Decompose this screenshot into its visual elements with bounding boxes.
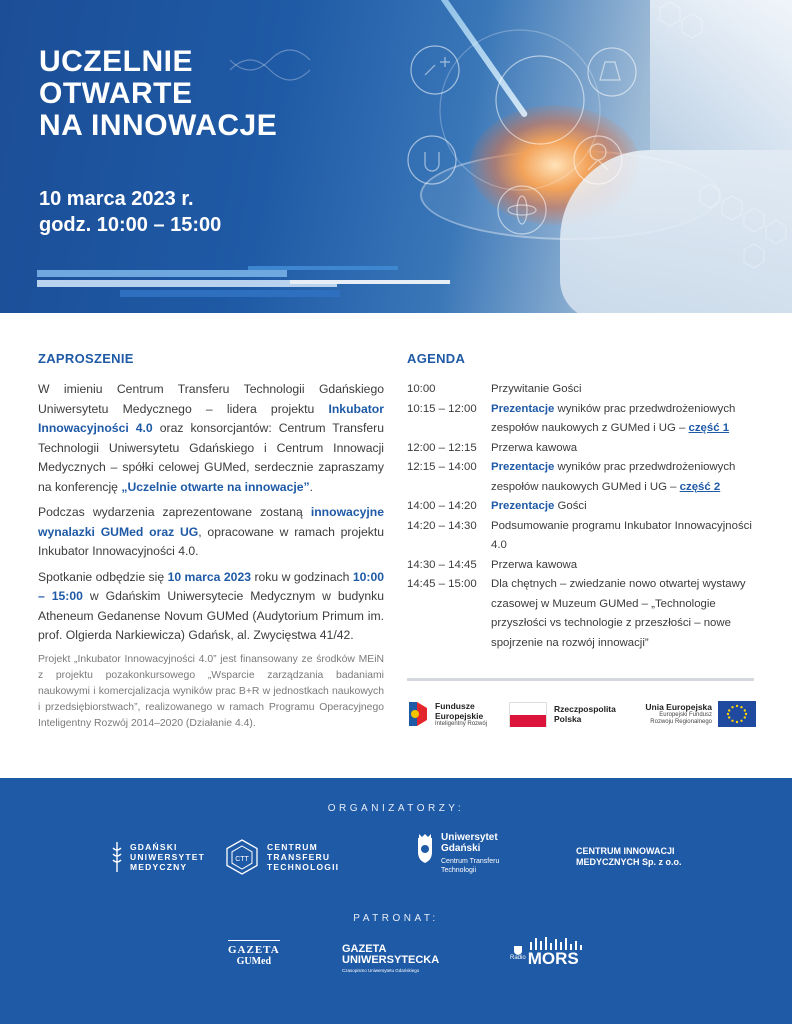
radio-mors-logo — [510, 936, 586, 967]
ctt-line: TECHNOLOGII — [267, 862, 340, 872]
organizers-label: ORGANIZATORZY: — [327, 803, 465, 814]
gazeta-gumed-subtitle: GUMed — [236, 956, 272, 967]
gazeta-uni-subtitle: Czasopismo Uniwersytetu Gdańskiego — [342, 968, 420, 973]
stripe — [248, 266, 398, 270]
stripe — [290, 280, 450, 284]
gazeta-uni-title: GAZETA UNIWERSYTECKA — [342, 943, 440, 966]
ug-crest-icon — [415, 832, 435, 866]
agenda-item: 12:00 – 12:15 Przerwa kawowa — [407, 441, 578, 454]
ug-subtitle: Technologii — [441, 866, 477, 874]
cim-logo — [576, 846, 682, 868]
ug-title: Uniwersytet — [441, 832, 498, 843]
ug-logo — [415, 832, 499, 875]
invitation-heading: ZAPROSZENIE — [38, 351, 134, 366]
gazeta-uniwersytecka-logo — [342, 944, 450, 973]
funding-note: Projekt „Inkubator Innowacyjności 4.0” jest finansowany ze środków MEiN z projektu pozakonkursowego „Wsparcie zarządzania badaniami naukowymi i komercjalizacja wyników prac B+R w jednostkach naukowych i przedsiębiorstwach”, realizowanego w ramach Programu Operacyjnego Inteligentny Rozwój 2014–2020 (Działanie 4.4). — [38, 653, 384, 729]
cim-line: MEDYCZNYCH Sp. z o.o. — [576, 857, 682, 867]
event-title: UCZELNIE OTWARTE NA INNOWACJE — [39, 45, 278, 142]
rzeczpospolita-logo — [509, 697, 624, 731]
agenda-item: 10:00 Przywitanie Gości — [407, 383, 582, 395]
footer — [0, 778, 792, 1024]
fe-mark-icon — [407, 699, 429, 729]
ctt-hexagon-icon — [223, 838, 261, 876]
gum-line: MEDYCZNY — [130, 862, 188, 872]
svg-text:CTT: CTT — [235, 856, 249, 863]
gazeta-gumed-title: GAZETA — [228, 940, 280, 956]
agenda-item: 14:00 – 14:20 Prezentacje Gości — [407, 500, 587, 512]
hero-banner — [0, 0, 792, 313]
stripe — [37, 270, 287, 277]
rp-label: Rzeczpospolita Polska — [554, 704, 616, 724]
fundusze-europejskie-logo — [407, 697, 497, 731]
patronage-label: PATRONAT: — [353, 913, 439, 924]
event-date-time — [39, 186, 221, 238]
ug-title: Gdański — [441, 843, 481, 854]
ue-subtitle: Europejski Fundusz Rozwoju Regionalnego — [650, 712, 712, 725]
invitation-text — [38, 380, 384, 738]
invitation-paragraph: W imieniu Centrum Transferu Technologii Gdańskiego Uniwersytetu Medycznego – lidera projektu Inkubator Innowacyjności 4.0 oraz konsorcjantów: Centrum Transferu Technologii Uniwersytetu Gdańskiego i Centrum Innowacji Medycznych – spółki celowej GUMed, serdecznie zapraszamy na konferencję „Uczelnie otwarte na innowacje”. — [38, 382, 384, 494]
agenda-item: 10:15 – 12:00 Prezentacje wyników prac przedwdrożeniowych zespołów naukowych z GUMed i UG – część 1 — [407, 402, 736, 434]
caduceus-icon — [110, 840, 124, 874]
gum-line: UNIWERSYTET — [130, 852, 206, 862]
fe-subtitle: Inteligentny Rozwój — [435, 720, 488, 727]
agenda-item: 14:20 – 14:30 Podsumowanie programu Inkubator Innowacyjności 4.0 — [407, 519, 752, 551]
invitation-paragraph: Podczas wydarzenia zaprezentowane zostaną innowacyjne wynalazki GUMed oraz UG, opracowane w ramach projektu Inkubator Innowacyjności 4.0. — [38, 505, 384, 558]
eu-flag-icon — [718, 701, 756, 727]
gumed-logo — [110, 840, 205, 874]
ue-title: Unia Europejska — [645, 702, 712, 712]
unia-europejska-logo — [642, 697, 756, 731]
ctt-line: CENTRUM — [267, 842, 318, 852]
ug-crest-small-icon — [513, 943, 523, 955]
agenda-heading: AGENDA — [407, 351, 466, 366]
agenda-item: 14:30 – 14:45 Przerwa kawowa — [407, 558, 578, 571]
event-time: godz. 10:00 – 15:00 — [39, 214, 222, 236]
agenda-item: 14:45 – 15:00 Dla chętnych – zwiedzanie nowo otwartej wystawy czasowej w Muzeum GUMed – „Technologie przyszłości vs technologie z przeszłości – nowe spojrzenie na rozwój innowacji” — [407, 578, 746, 649]
ug-subtitle: Centrum Transferu — [441, 858, 500, 865]
gum-line: GDAŃSKI — [130, 842, 178, 852]
agenda-list — [407, 380, 757, 653]
radio-label: Radio — [510, 954, 526, 961]
fe-title: Fundusze Europejskie — [435, 700, 484, 721]
event-date: 10 marca 2023 r. — [39, 188, 194, 210]
polish-flag-icon — [509, 702, 547, 727]
gazeta-gumed-logo — [228, 940, 280, 967]
agenda-item: 12:15 – 14:00 Prezentacje wyników prac przedwdrożeniowych zespołów naukowych GUMed i UG – część 2 — [407, 461, 736, 493]
ctt-line: TRANSFERU — [267, 852, 331, 862]
radio-mors-title: MORS — [527, 949, 579, 968]
sound-bars-icon — [528, 936, 586, 950]
ctt-logo — [223, 838, 339, 876]
invitation-paragraph: Spotkanie odbędzie się 10 marca 2023 roku w godzinach 10:00 – 15:00 w Gdańskim Uniwersytecie Medycznym w budynku Atheneum Gedanense Novum GUMed (Audytorium Primum im. prof. Olgierda Narkiewicza) Gdańsk, al. Zwycięstwa 41/42. — [38, 569, 384, 642]
cim-line: CENTRUM INNOWACJI — [576, 846, 675, 856]
divider — [407, 678, 754, 681]
stripe — [120, 290, 340, 297]
